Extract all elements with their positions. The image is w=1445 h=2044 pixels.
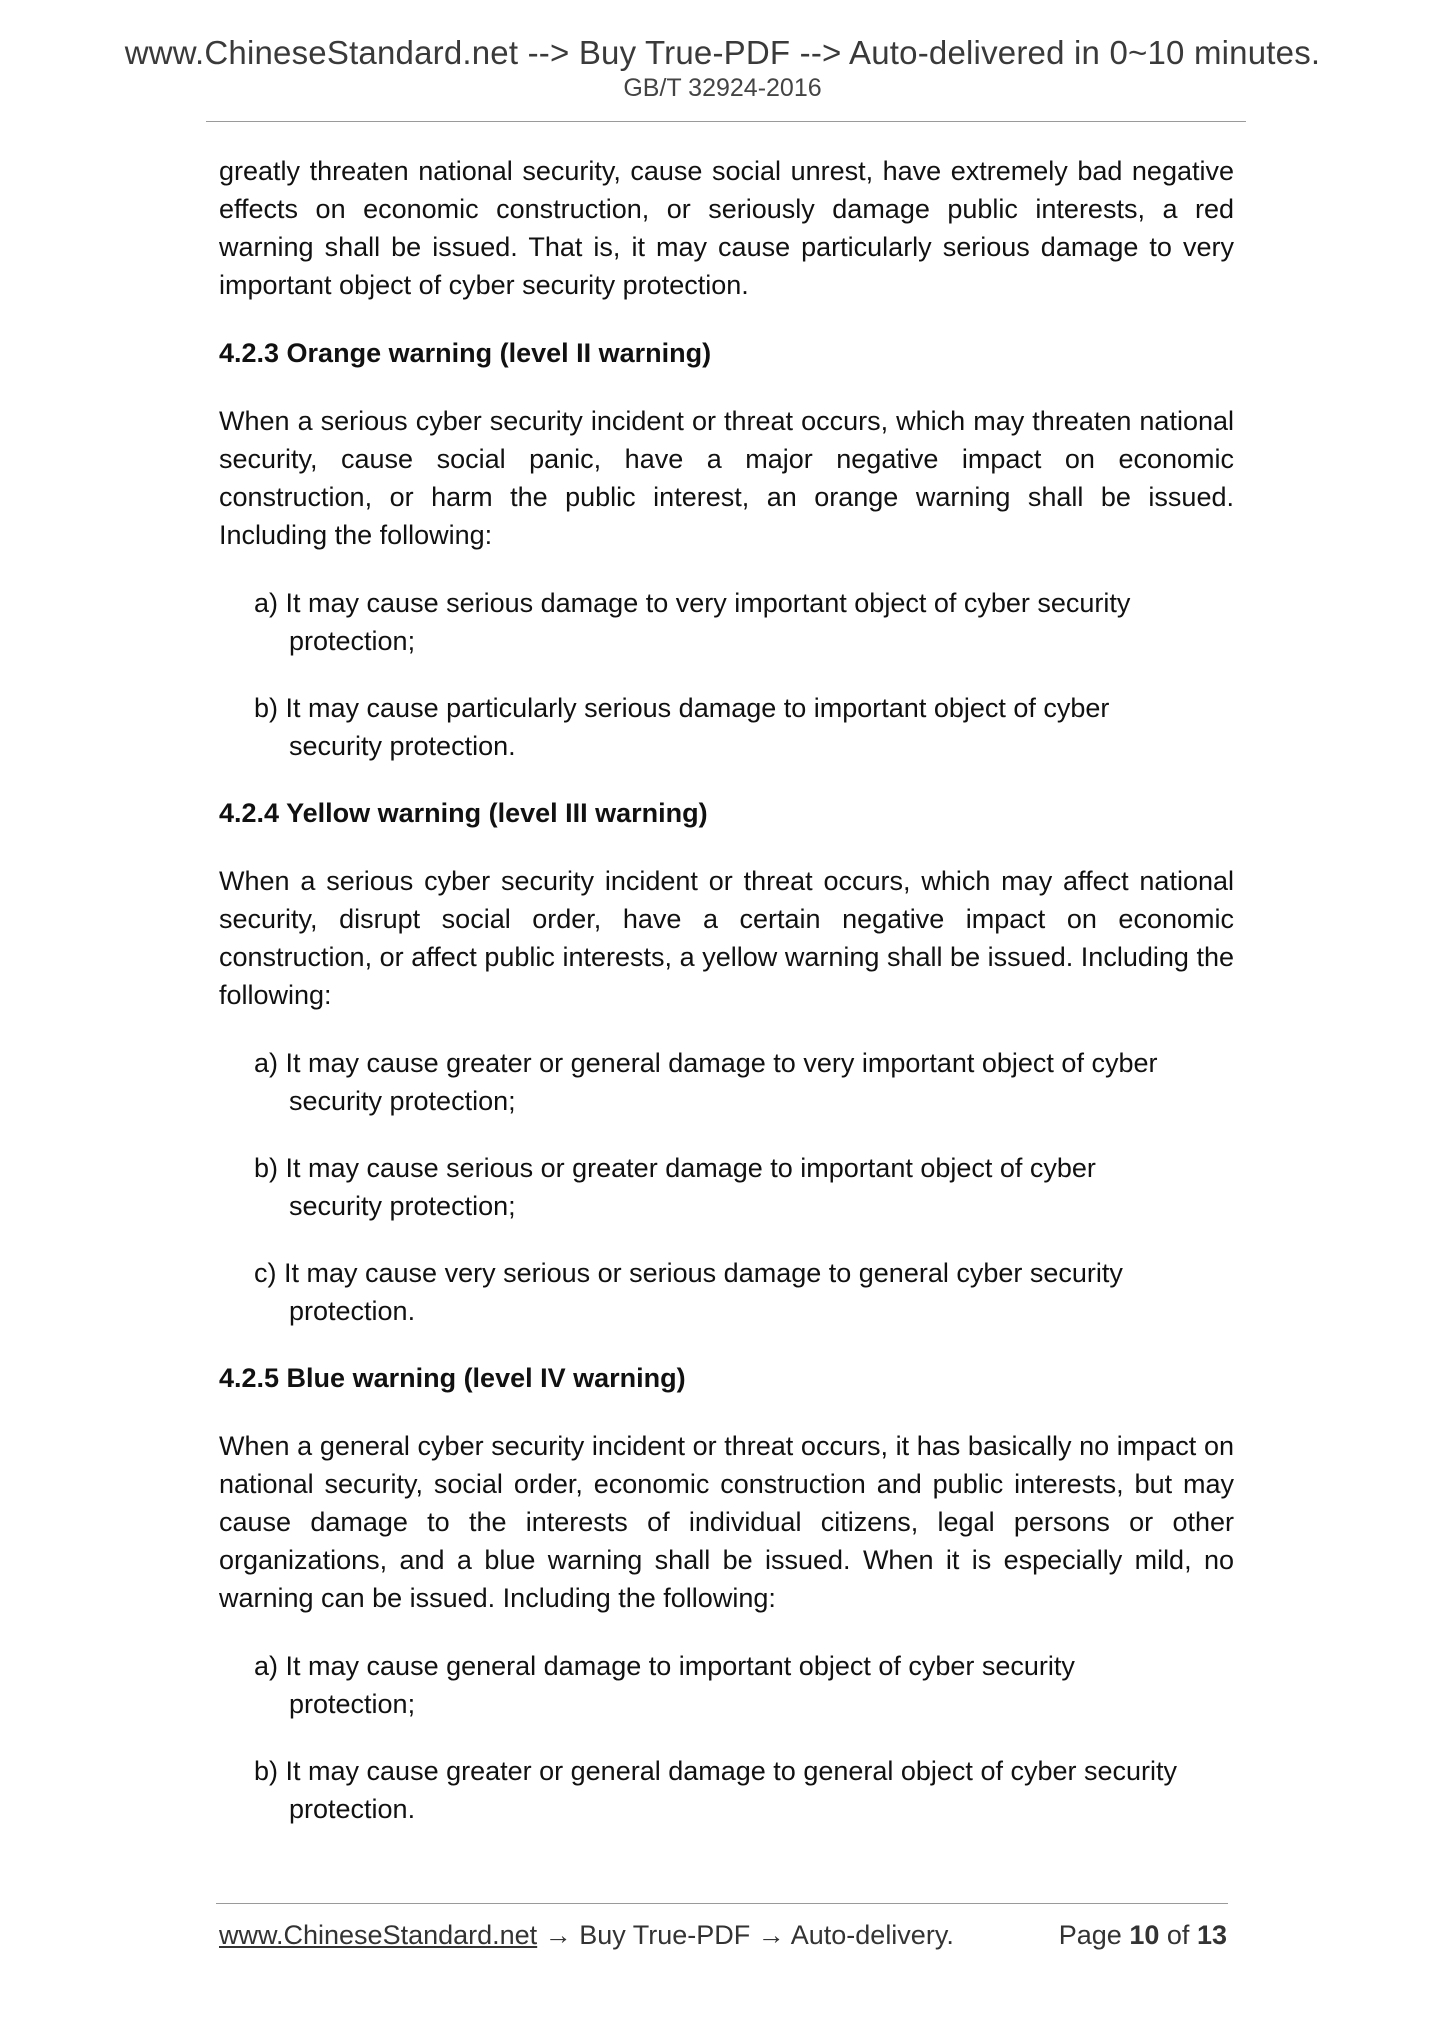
- list-text: It may cause serious damage to very important object of cyber security: [285, 588, 1131, 618]
- list-item: [219, 1149, 1234, 1225]
- intro-paragraph: greatly threaten national security, cause social unrest, have extremely bad negative effects on economic construction, or seriously damage public interests, a red warning shall be issued. That is, it may cause particularly serious damage to very important object of cyber security protection.: [219, 156, 1234, 300]
- page-content: [219, 152, 1234, 1857]
- list-item: [219, 1647, 1234, 1723]
- list-text: It may cause greater or general damage to general object of cyber security: [285, 1756, 1178, 1786]
- page-label: Page: [1058, 1920, 1122, 1950]
- list-text: It may cause serious or greater damage to important object of cyber: [285, 1153, 1096, 1183]
- of-label: of: [1166, 1920, 1190, 1950]
- list-marker: b): [254, 1153, 279, 1183]
- list-text-continued: protection;: [289, 1689, 416, 1719]
- list-item: [219, 1044, 1234, 1120]
- footer-divider: [216, 1903, 1228, 1904]
- list-item: [219, 584, 1234, 660]
- page-number: 10: [1129, 1920, 1160, 1950]
- footer-tagline: → Buy True-PDF → Auto-delivery.: [537, 1920, 954, 1950]
- page-total: 13: [1196, 1920, 1227, 1950]
- list-item: [219, 1254, 1234, 1330]
- list-marker: a): [254, 1048, 279, 1078]
- site-banner: www.ChineseStandard.net --> Buy True-PDF --> Auto-delivered in 0~10 minutes.: [124, 34, 1321, 71]
- list-text-continued: protection.: [289, 1794, 416, 1824]
- list-text: It may cause general damage to important object of cyber security: [285, 1651, 1075, 1681]
- list-marker: c): [254, 1258, 277, 1288]
- document-code: GB/T 32924-2016: [623, 74, 822, 102]
- list-text-continued: security protection.: [289, 731, 516, 761]
- page-indicator: [1059, 1920, 1227, 1951]
- list-text-continued: protection;: [289, 626, 416, 656]
- page-footer: [219, 1920, 1234, 1951]
- section-paragraph-4-2-4: When a serious cyber security incident or threat occurs, which may affect national security, disrupt social order, have a certain negative impact on economic construction, or affect public interests, a yellow warning shall be issued. Including the following:: [219, 866, 1234, 1010]
- list-text: It may cause particularly serious damage to important object of cyber: [285, 693, 1110, 723]
- list-text-continued: protection.: [289, 1296, 416, 1326]
- section-paragraph-4-2-3: When a serious cyber security incident or threat occurs, which may threaten national security, cause social panic, have a major negative impact on economic construction, or harm the public interest, an orange warning shall be issued. Including the following:: [219, 406, 1234, 550]
- header-divider: [206, 121, 1246, 122]
- footer-site-link[interactable]: www.ChineseStandard.net: [219, 1920, 538, 1950]
- list-item: [219, 689, 1234, 765]
- list-marker: b): [254, 693, 279, 723]
- list-item: [219, 1752, 1234, 1828]
- section-heading-4-2-3: 4.2.3 Orange warning (level II warning): [219, 338, 712, 368]
- section-paragraph-4-2-5: When a general cyber security incident or threat occurs, it has basically no impact on national security, social order, economic construction and public interests, but may cause damage to the interests of individual citizens, legal persons or other organizations, and a blue warning shall be issued. When it is especially mild, no warning can be issued. Including the following:: [219, 1431, 1234, 1613]
- list-marker: a): [254, 1651, 279, 1681]
- section-heading-4-2-4: 4.2.4 Yellow warning (level III warning): [219, 798, 708, 828]
- list-marker: a): [254, 588, 279, 618]
- list-text-continued: security protection;: [289, 1191, 516, 1221]
- section-heading-4-2-5: 4.2.5 Blue warning (level IV warning): [219, 1363, 686, 1393]
- list-marker: b): [254, 1756, 279, 1786]
- list-text-continued: security protection;: [289, 1086, 516, 1116]
- list-text: It may cause greater or general damage to very important object of cyber: [285, 1048, 1158, 1078]
- list-text: It may cause very serious or serious damage to general cyber security: [284, 1258, 1123, 1288]
